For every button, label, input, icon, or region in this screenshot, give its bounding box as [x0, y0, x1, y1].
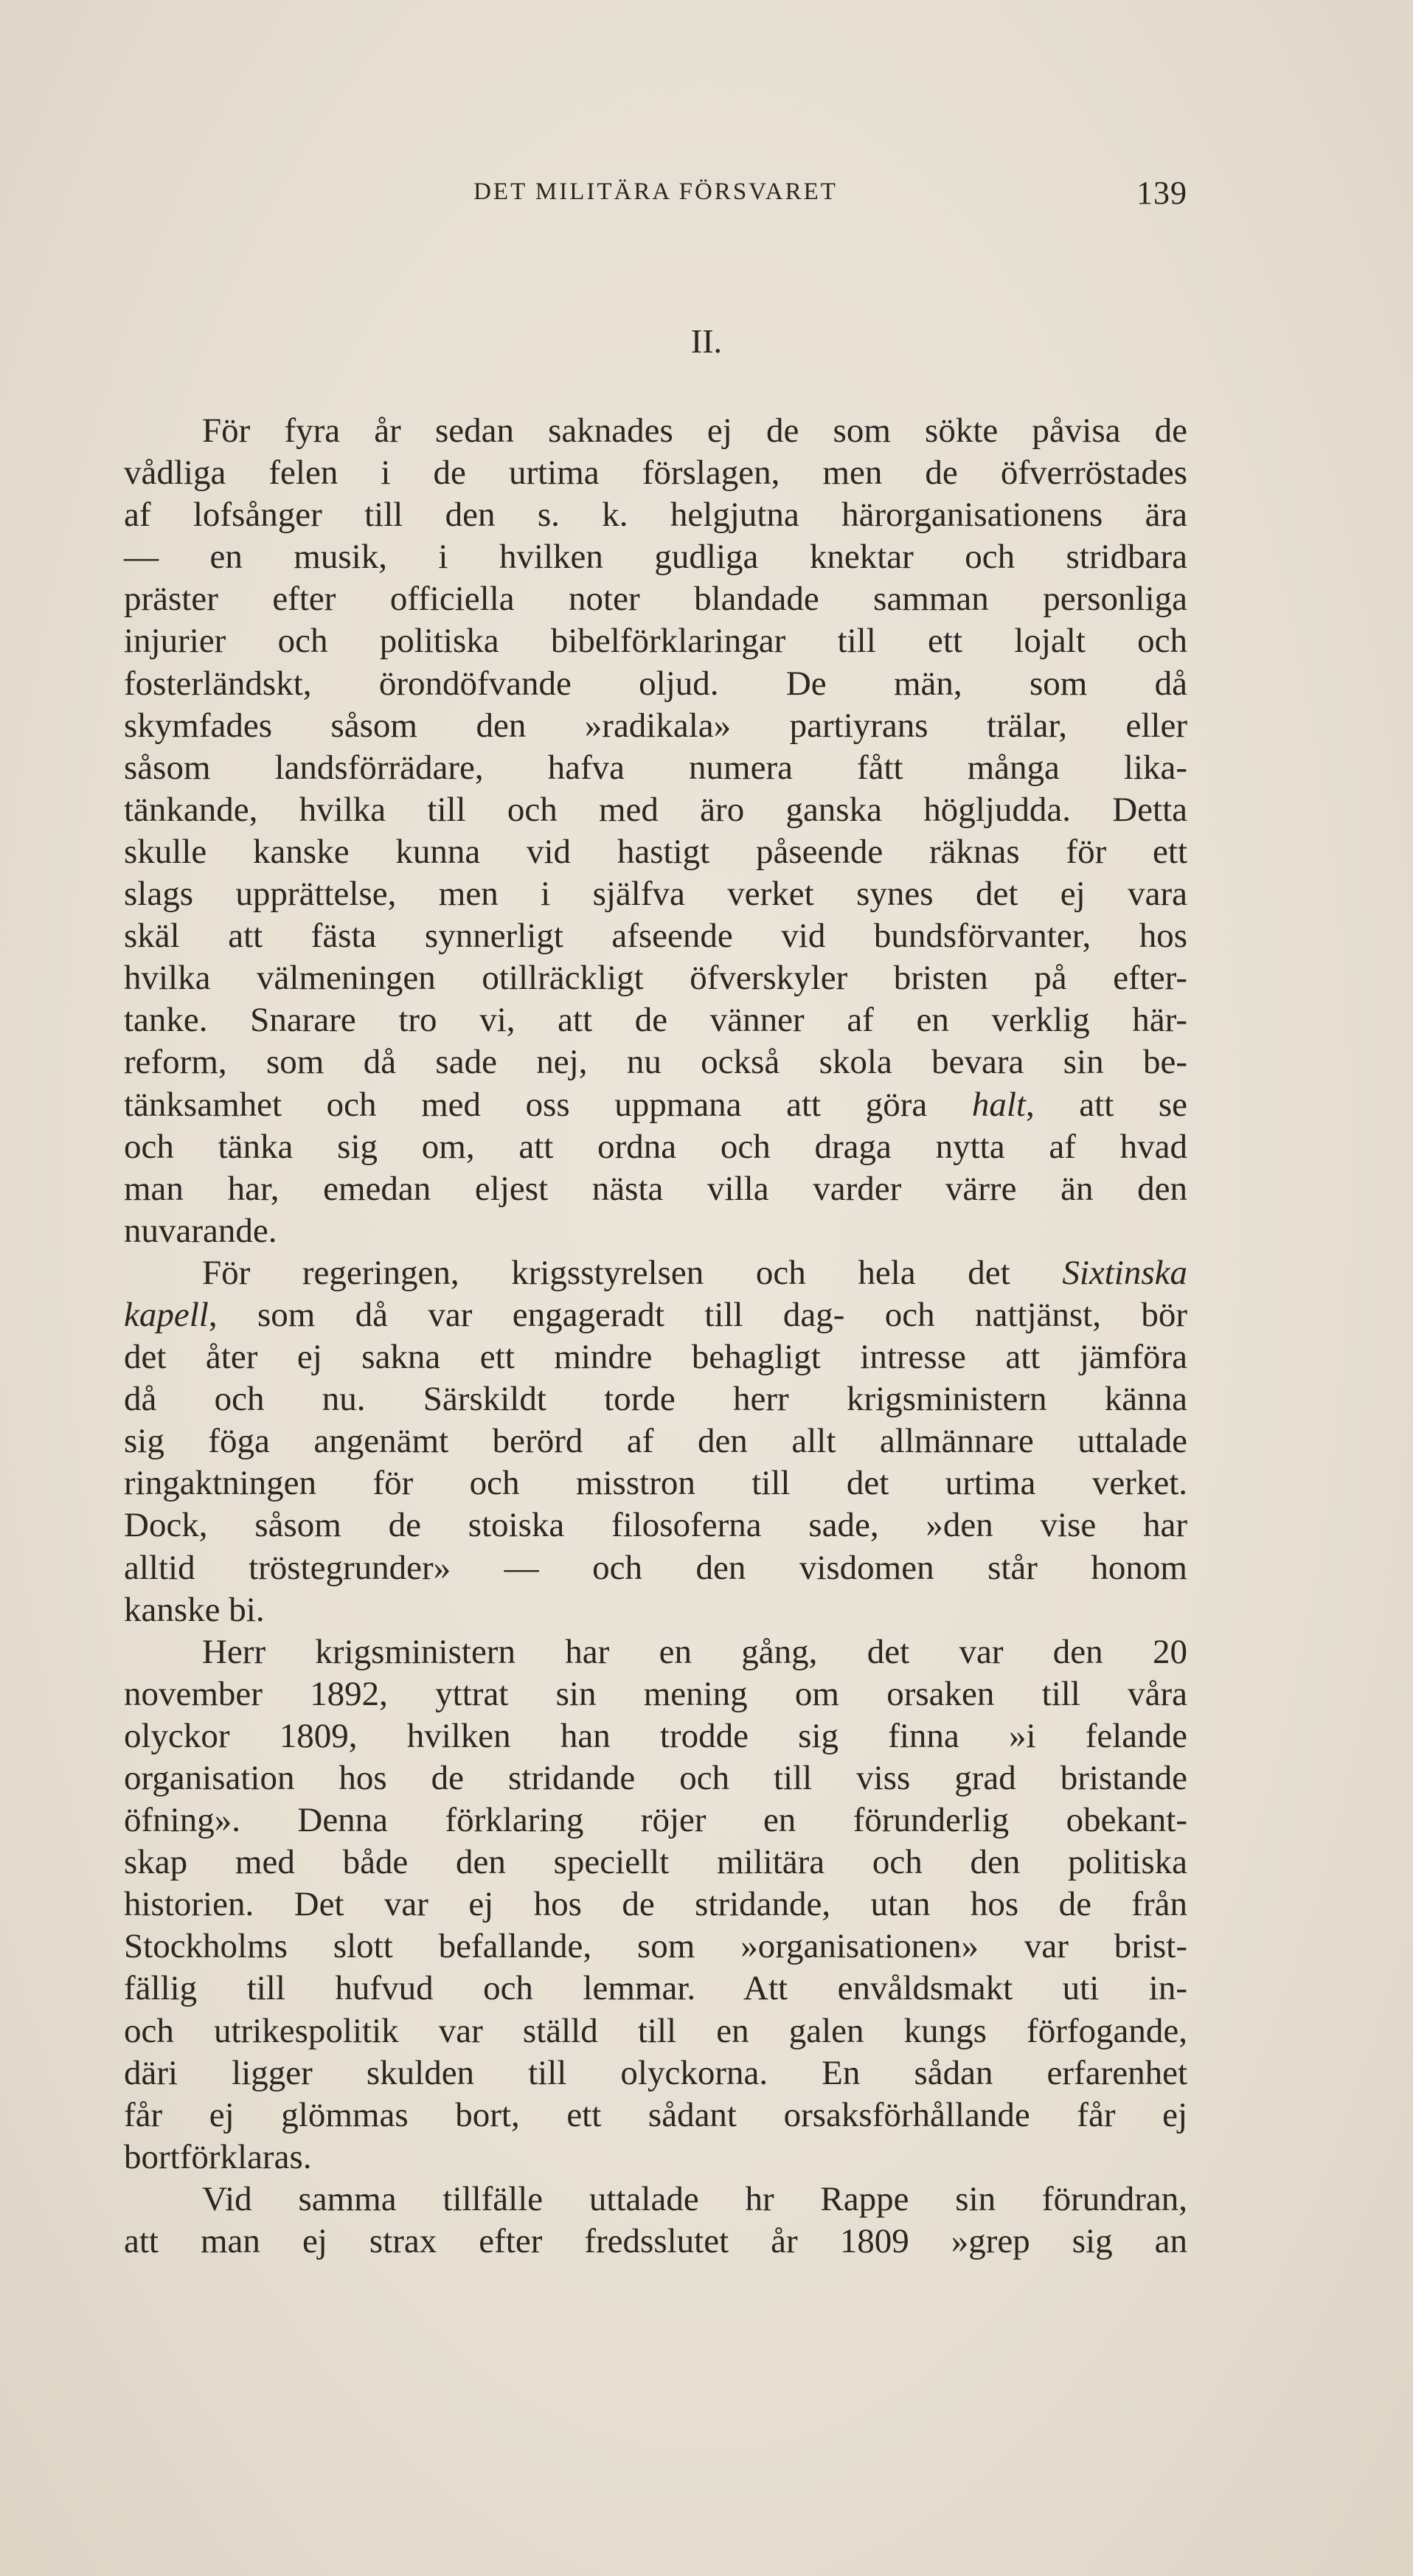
- text-line-continuation: , som då var engageradt till dag- och nattjänst, bör: [208, 1295, 1187, 1334]
- text-line-content: skap med både den speciellt militära och den politiska: [124, 1843, 1187, 1882]
- text-line-content: tänkande, hvilka till och med äro ganska högljudda. Detta: [124, 790, 1187, 829]
- text-line-content: man har, emedan eljest nästa villa varder värre än den: [124, 1169, 1187, 1208]
- text-line: [124, 1589, 1187, 1631]
- text-line: [124, 1757, 1187, 1799]
- text-line: [124, 1336, 1187, 1378]
- text-line-content: tänksamhet och med oss uppmana att göra: [124, 1085, 972, 1124]
- italic-word: halt: [971, 1085, 1026, 1124]
- text-line: [124, 1841, 1187, 1884]
- section-number: II.: [690, 322, 723, 360]
- text-line: [124, 1968, 1187, 2010]
- text-line-content: fosterländskt, örondöfvande oljud. De män, som då: [124, 664, 1187, 703]
- page-header: [124, 171, 1187, 215]
- text-line: [124, 1084, 1187, 1126]
- italic-word: kapell: [124, 1295, 209, 1334]
- text-line-content: slags upprättelse, men i själfva verket synes det ej vara: [124, 875, 1187, 914]
- text-line-content: ringaktningen för och misstron till det urtima verket.: [124, 1464, 1187, 1503]
- text-line-content: injurier och politiska bibelförklaringar till ett lojalt och: [124, 622, 1187, 661]
- text-line: [124, 1673, 1187, 1715]
- text-line: [124, 410, 1187, 452]
- text-line: [124, 663, 1187, 705]
- text-line: [124, 915, 1187, 957]
- text-line: [124, 620, 1187, 662]
- text-line-content: För regeringen, krigsstyrelsen och hela det: [202, 1253, 1063, 1292]
- text-line-content: det åter ej sakna ett mindre behagligt intresse att jämföra: [124, 1338, 1187, 1377]
- text-line-content: sig föga angenämt berörd af den allt allmännare uttalade: [124, 1422, 1187, 1461]
- text-line: [124, 2010, 1187, 2052]
- text-line: [124, 578, 1187, 620]
- text-line: [124, 536, 1187, 578]
- text-line: [124, 873, 1187, 915]
- text-line: [124, 831, 1187, 873]
- text-line-content: Dock, såsom de stoiska filosoferna sade, »den vise har: [124, 1506, 1187, 1545]
- text-line: [124, 999, 1187, 1041]
- text-line-content: organisation hos de stridande och till viss grad bristande: [124, 1759, 1187, 1797]
- text-line: [124, 1504, 1187, 1546]
- text-line-content: historien. Det var ej hos de stridande, utan hos de från: [124, 1885, 1187, 1924]
- text-line: [124, 1210, 1187, 1252]
- text-line: [124, 2136, 1187, 2179]
- text-line-content: får ej glömmas bort, ett sådant orsaksförhållande får ej: [124, 2095, 1187, 2134]
- text-line-content: och tänka sig om, att ordna och draga nytta af hvad: [124, 1127, 1187, 1166]
- text-line: [124, 1378, 1187, 1420]
- text-line-content: och utrikespolitik var ställd till en galen kungs förfogande,: [124, 2011, 1187, 2050]
- text-line: [124, 1294, 1187, 1336]
- text-line-content: nuvarande.: [124, 1211, 277, 1250]
- text-line-content: då och nu. Särskildt torde herr krigsministern känna: [124, 1380, 1187, 1419]
- text-line-content: skymfades såsom den »radikala» partiyrans trälar, eller: [124, 706, 1187, 745]
- text-line-content: däri ligger skulden till olyckorna. En sådan erfarenhet: [124, 2053, 1187, 2092]
- text-line: [124, 1168, 1187, 1210]
- text-line-content: olyckor 1809, hvilken han trodde sig finna »i felande: [124, 1716, 1187, 1755]
- text-line-content: Herr krigsministern har en gång, det var den 20: [202, 1632, 1187, 1671]
- text-line: [124, 2221, 1187, 2263]
- text-line-content: präster efter officiella noter blandade samman personliga: [124, 580, 1187, 619]
- text-line: [124, 1799, 1187, 1841]
- text-line-content: skulle kanske kunna vid hastigt påseende räknas för ett: [124, 832, 1187, 871]
- text-line-content: alltid tröstegrunder» — och den visdomen står honom: [124, 1548, 1187, 1587]
- text-line: [124, 2179, 1187, 2221]
- text-line-content: Vid samma tillfälle uttalade hr Rappe sin förundran,: [202, 2179, 1187, 2218]
- text-line-content: af lofsånger till den s. k. helgjutna härorganisationens ära: [124, 496, 1187, 535]
- text-line: [124, 494, 1187, 536]
- text-line-content: november 1892, yttrat sin mening om orsaken till våra: [124, 1674, 1187, 1713]
- text-line-content: Stockholms slott befallande, som »organisationen» var brist-: [124, 1927, 1187, 1966]
- text-line-content: bortförklaras.: [124, 2137, 312, 2176]
- text-line: [124, 1462, 1187, 1504]
- text-line: [124, 789, 1187, 831]
- text-line: [124, 747, 1187, 789]
- text-line-content: öfning». Denna förklaring röjer en förunderlig obekant-: [124, 1801, 1187, 1840]
- text-line-continuation: , att se: [1025, 1085, 1187, 1124]
- running-head: DET MILITÄRA FÖRSVARET: [473, 178, 838, 205]
- text-line: [124, 1884, 1187, 1926]
- text-line-content: fällig till hufvud och lemmar. Att envåldsmakt uti in-: [124, 1969, 1187, 2008]
- text-line: [124, 452, 1187, 494]
- text-line: [124, 1715, 1187, 1757]
- text-line-content: såsom landsförrädare, hafva numera fått många lika-: [124, 748, 1187, 787]
- text-line: [124, 1420, 1187, 1462]
- text-line: [124, 2052, 1187, 2094]
- text-line: [124, 1547, 1187, 1589]
- text-line: [124, 1126, 1187, 1168]
- text-line-content: hvilka välmeningen otillräckligt öfverskyler bristen på efter-: [124, 959, 1187, 998]
- text-line-content: att man ej strax efter fredsslutet år 1809 »grep sig an: [124, 2222, 1187, 2261]
- text-line-content: kanske bi.: [124, 1590, 265, 1629]
- text-line: [124, 705, 1187, 747]
- text-line-content: För fyra år sedan saknades ej de som sökte påvisa de: [202, 412, 1187, 450]
- text-line-content: skäl att fästa synnerligt afseende vid bundsförvanter, hos: [124, 917, 1187, 956]
- text-line: [124, 1252, 1187, 1294]
- text-line: [124, 1041, 1187, 1083]
- text-line-content: vådliga felen i de urtima förslagen, men de öfverröstades: [124, 454, 1187, 493]
- text-line: [124, 1926, 1187, 1968]
- text-line: [124, 957, 1187, 999]
- text-line-content: — en musik, i hvilken gudliga knektar och stridbara: [124, 538, 1187, 577]
- text-line-content: tanke. Snarare tro vi, att de vänner af en verklig här-: [124, 1001, 1187, 1040]
- text-line: [124, 1631, 1187, 1673]
- text-line: [124, 2094, 1187, 2136]
- text-line-content: reform, som då sade nej, nu också skola bevara sin be-: [124, 1043, 1187, 1082]
- page-number: 139: [1136, 175, 1187, 211]
- body-text: [124, 410, 1187, 2263]
- italic-word: Sixtinska: [1062, 1253, 1187, 1292]
